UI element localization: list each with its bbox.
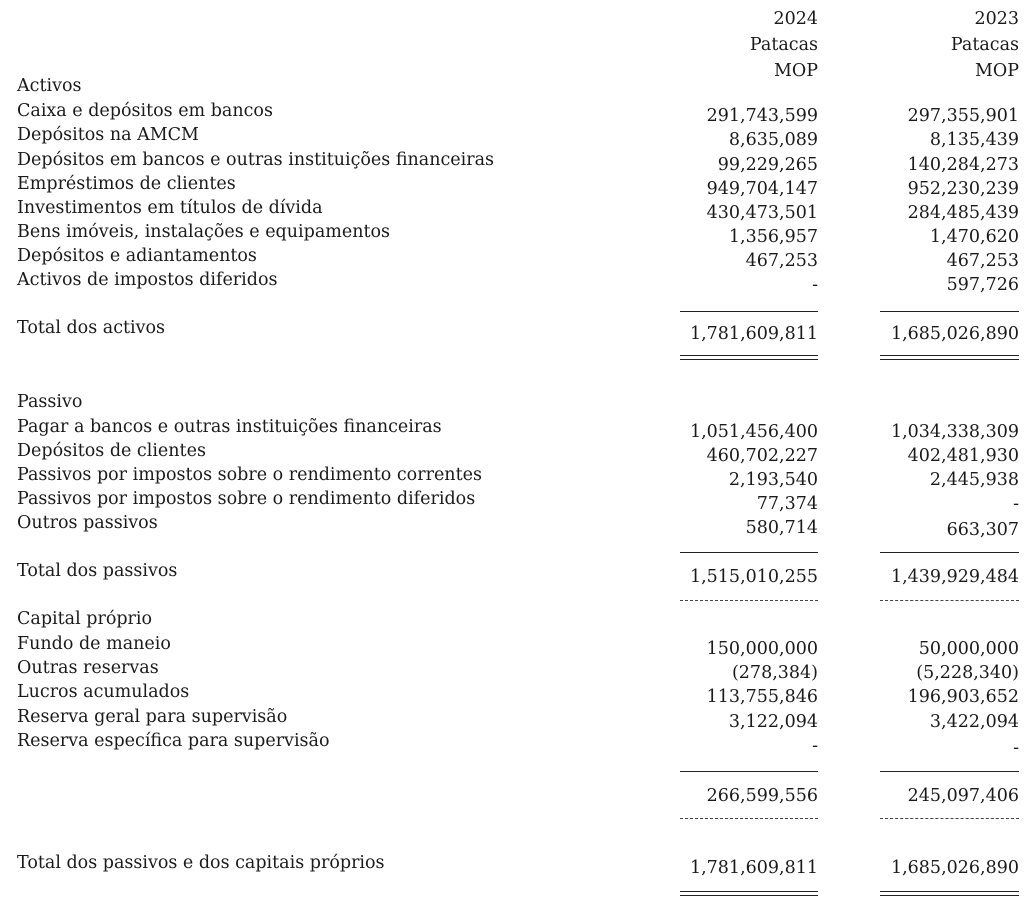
value-2024: 99,229,265 <box>717 155 818 175</box>
row-label: Reserva específica para supervisão <box>17 731 330 751</box>
row-label: Lucros acumulados <box>17 682 190 702</box>
value-2024: 467,253 <box>745 251 818 271</box>
value-2023: 1,034,338,309 <box>890 422 1019 442</box>
value-2024: (278,384) <box>731 663 818 683</box>
row-label: Fundo de maneio <box>17 634 171 654</box>
grand-total-2023: 1,685,026,890 <box>890 858 1019 878</box>
section-heading-liabilities: Passivo <box>17 392 83 412</box>
value-2023: 3,422,094 <box>929 712 1019 732</box>
subtotal-rule <box>680 771 818 772</box>
row-label: Depósitos na AMCM <box>17 125 199 145</box>
dashed-rule <box>680 600 818 601</box>
value-2023: 140,284,273 <box>907 155 1019 175</box>
grand-total-label: Total dos passivos e dos capitais próprios <box>17 853 385 873</box>
value-2024: 430,473,501 <box>706 203 818 223</box>
subtotal-rule <box>880 771 1019 772</box>
value-2023: 1,470,620 <box>929 227 1019 247</box>
row-label: Passivos por impostos sobre o rendimento correntes <box>17 465 482 485</box>
col-2024-header <box>750 6 818 84</box>
row-label: Caixa e depósitos em bancos <box>17 101 273 121</box>
total-liabilities-2024: 1,515,010,255 <box>689 567 818 587</box>
value-2024: 1,356,957 <box>728 227 818 247</box>
value-2024: 3,122,094 <box>728 712 818 732</box>
total-assets-2023: 1,685,026,890 <box>890 324 1019 344</box>
value-2024: 113,755,846 <box>706 687 818 707</box>
value-2024: 460,702,227 <box>706 446 818 466</box>
row-label: Outros passivos <box>17 513 158 533</box>
col-2023-code: MOP <box>974 61 1019 81</box>
value-2024: 2,193,540 <box>728 470 818 490</box>
value-2024: 949,704,147 <box>706 179 818 199</box>
total-assets-2024: 1,781,609,811 <box>689 324 818 344</box>
total-equity-2024: 266,599,556 <box>706 786 818 806</box>
subtotal-rule <box>680 311 818 312</box>
value-2023: 467,253 <box>946 251 1019 271</box>
row-label: Pagar a bancos e outras instituições financeiras <box>17 417 442 437</box>
value-2024: 580,714 <box>745 518 818 538</box>
row-label: Activos de impostos diferidos <box>17 270 278 290</box>
row-label: Outras reservas <box>17 658 159 678</box>
subtotal-rule <box>880 311 1019 312</box>
value-2023: 2,445,938 <box>929 470 1019 490</box>
value-2023: 402,481,930 <box>907 446 1019 466</box>
total-assets-label: Total dos activos <box>17 318 166 338</box>
total-liabilities-2023: 1,439,929,484 <box>890 567 1019 587</box>
row-label: Depósitos em bancos e outras instituições financeiras <box>17 150 495 170</box>
dashed-rule <box>880 818 1019 819</box>
row-label: Passivos por impostos sobre o rendimento diferidos <box>17 489 476 509</box>
value-2023: 597,726 <box>946 275 1019 295</box>
subtotal-rule <box>880 552 1019 553</box>
value-2024: - <box>812 275 818 295</box>
value-2023: 8,135,439 <box>929 130 1019 150</box>
total-equity-2023: 245,097,406 <box>907 786 1019 806</box>
value-2023: (5,228,340) <box>916 663 1019 683</box>
value-2024: 291,743,599 <box>706 106 818 126</box>
grand-total-2024: 1,781,609,811 <box>689 858 818 878</box>
value-2023: 952,230,239 <box>907 179 1019 199</box>
dashed-rule <box>880 600 1019 601</box>
row-label: Reserva geral para supervisão <box>17 707 288 727</box>
row-label: Depósitos de clientes <box>17 441 206 461</box>
value-2024: 1,051,456,400 <box>689 422 818 442</box>
col-2023-currency: Patacas <box>950 35 1019 55</box>
value-2023: 196,903,652 <box>907 687 1019 707</box>
double-underline <box>680 891 818 892</box>
row-label: Bens imóveis, instalações e equipamentos <box>17 222 391 242</box>
value-2023: 663,307 <box>946 520 1019 540</box>
col-2024-code: MOP <box>773 61 818 81</box>
row-label: Investimentos em títulos de dívida <box>17 198 323 218</box>
col-2023-year: 2023 <box>974 9 1019 29</box>
value-2024: 77,374 <box>756 494 818 514</box>
value-2024: - <box>812 736 818 756</box>
section-heading-assets: Activos <box>17 76 82 96</box>
value-2023: - <box>1013 738 1019 758</box>
double-underline <box>880 355 1019 356</box>
value-2023: 50,000,000 <box>918 639 1019 659</box>
double-underline <box>680 355 818 356</box>
value-2023: 284,485,439 <box>907 203 1019 223</box>
col-2024-year: 2024 <box>773 9 818 29</box>
total-liabilities-label: Total dos passivos <box>17 561 178 581</box>
value-2023: 297,355,901 <box>907 106 1019 126</box>
dashed-rule <box>680 818 818 819</box>
row-label: Depósitos e adiantamentos <box>17 246 257 266</box>
value-2023: - <box>1013 494 1019 514</box>
col-2024-currency: Patacas <box>749 35 818 55</box>
col-2023-header <box>951 6 1019 84</box>
row-label: Empréstimos de clientes <box>17 174 236 194</box>
double-underline <box>880 891 1019 892</box>
section-heading-equity: Capital próprio <box>17 609 153 629</box>
subtotal-rule <box>680 552 818 553</box>
value-2024: 8,635,089 <box>728 130 818 150</box>
value-2024: 150,000,000 <box>706 639 818 659</box>
